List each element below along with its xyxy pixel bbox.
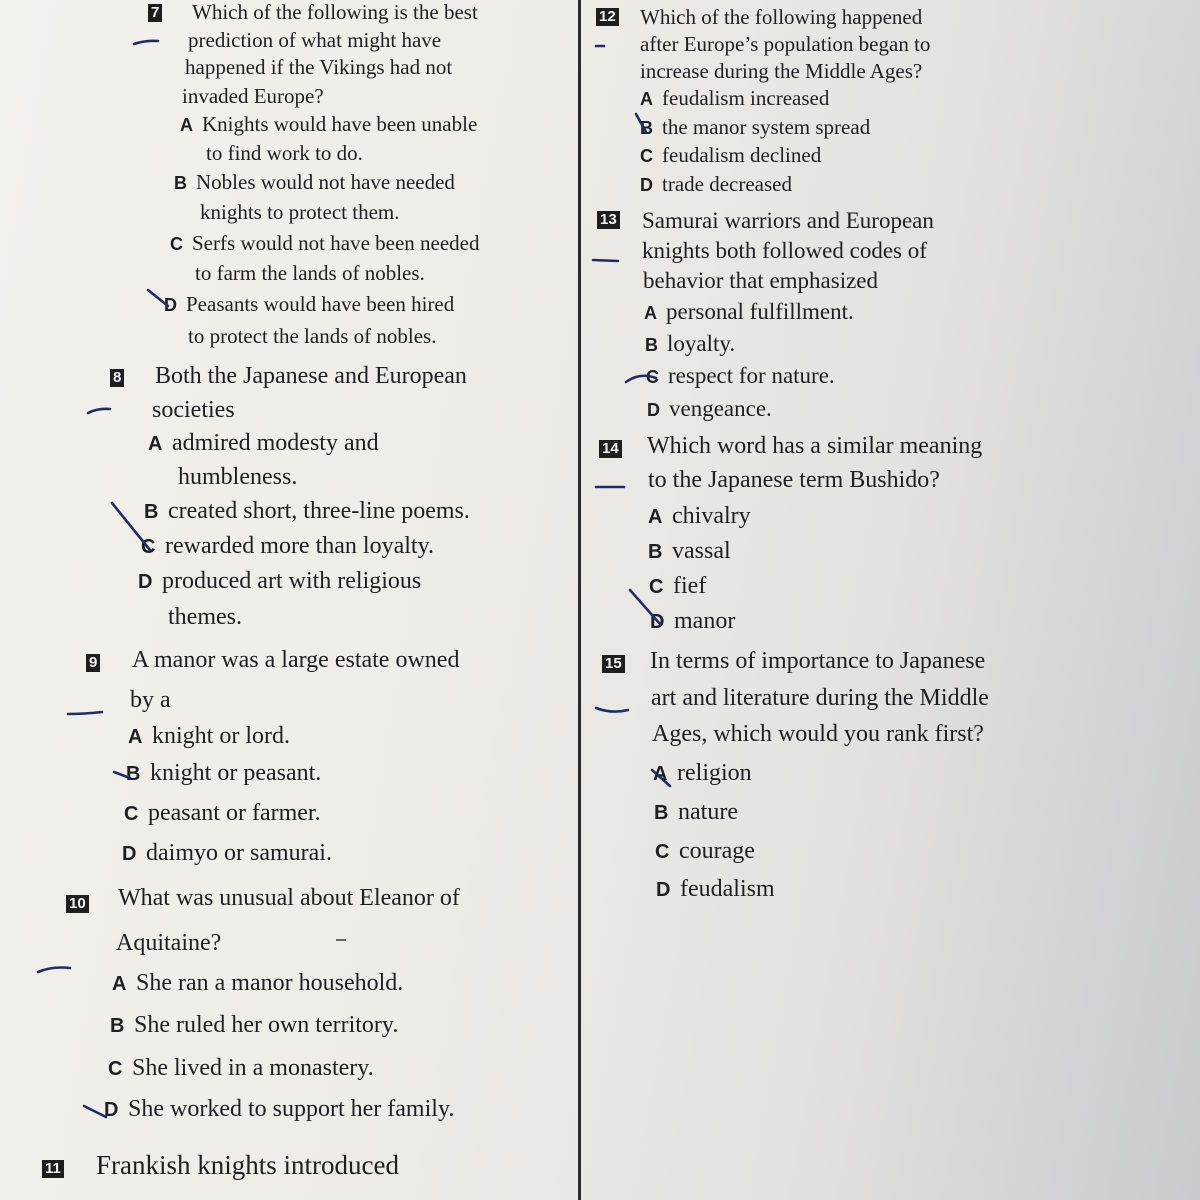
answer-dash-7 bbox=[134, 41, 158, 44]
question-number: 10 bbox=[66, 895, 89, 913]
option-a[interactable]: A religion bbox=[653, 760, 752, 786]
option-c[interactable]: C feudalism declined bbox=[640, 143, 822, 167]
question-stem: Aquitaine? bbox=[116, 930, 222, 956]
question-number: 7 bbox=[148, 4, 162, 22]
option-c[interactable]: C fief bbox=[649, 573, 707, 599]
option-d[interactable]: D daimyo or samurai. bbox=[122, 840, 332, 866]
option-b[interactable]: B vassal bbox=[648, 538, 731, 564]
question-stem: after Europe’s population began to bbox=[640, 32, 931, 56]
question-stem: Ages, which would you rank first? bbox=[652, 721, 984, 747]
option-c[interactable]: C She lived in a monastery. bbox=[108, 1055, 374, 1081]
option-d[interactable]: D trade decreased bbox=[640, 172, 792, 196]
option-d-continued: to protect the lands of nobles. bbox=[188, 324, 437, 348]
option-b[interactable]: B She ruled her own territory. bbox=[110, 1012, 399, 1038]
option-a[interactable]: A knight or lord. bbox=[128, 723, 290, 749]
question-number: 8 bbox=[110, 369, 124, 387]
option-b-continued: knights to protect them. bbox=[200, 200, 400, 224]
option-a[interactable]: A personal fulfillment. bbox=[644, 299, 854, 324]
question-number: 14 bbox=[599, 440, 622, 458]
option-c[interactable]: C respect for nature. bbox=[646, 363, 835, 388]
question-stem: art and literature during the Middle bbox=[651, 685, 989, 711]
column-divider bbox=[578, 0, 581, 1200]
question-stem: What was unusual about Eleanor of bbox=[118, 885, 460, 911]
answer-dash-15 bbox=[596, 708, 628, 712]
question-stem: Which of the following happened bbox=[640, 5, 923, 29]
question-number: 13 bbox=[597, 211, 620, 229]
question-stem: Which of the following is the best bbox=[192, 0, 478, 24]
answer-dash-9 bbox=[68, 712, 102, 714]
option-b[interactable]: B loyalty. bbox=[645, 331, 736, 356]
question-stem: by a bbox=[130, 687, 171, 713]
option-a[interactable]: A She ran a manor household. bbox=[112, 970, 404, 996]
option-a[interactable]: A Knights would have been unable bbox=[180, 112, 478, 136]
option-b[interactable]: B Nobles would not have needed bbox=[174, 170, 455, 194]
question-stem: to the Japanese term Bushido? bbox=[648, 467, 940, 493]
option-b[interactable]: B nature bbox=[654, 799, 738, 825]
question-stem: increase during the Middle Ages? bbox=[640, 59, 923, 83]
option-b[interactable]: B the manor system spread bbox=[640, 115, 871, 139]
question-number: 12 bbox=[596, 8, 619, 26]
question-stem: knights both followed codes of bbox=[642, 238, 927, 263]
question-stem: happened if the Vikings had not bbox=[185, 55, 453, 79]
option-c[interactable]: C rewarded more than loyalty. bbox=[141, 533, 435, 559]
question-number: 9 bbox=[86, 654, 100, 672]
question-stem: Which word has a similar meaning bbox=[647, 433, 983, 459]
answer-dash-13 bbox=[593, 260, 618, 261]
option-d[interactable]: D manor bbox=[650, 608, 736, 634]
question-stem: behavior that emphasized bbox=[643, 268, 879, 293]
option-b[interactable]: B created short, three-line poems. bbox=[144, 498, 470, 524]
option-d[interactable]: D She worked to support her family. bbox=[104, 1096, 455, 1122]
option-d-continued: themes. bbox=[168, 604, 242, 630]
question-number: 11 bbox=[42, 1160, 64, 1178]
option-d[interactable]: D produced art with religious bbox=[138, 568, 422, 594]
question-stem: invaded Europe? bbox=[182, 84, 324, 108]
question-stem: Both the Japanese and European bbox=[155, 363, 467, 389]
question-stem: societies bbox=[152, 397, 235, 423]
check-mark-10d bbox=[84, 1106, 106, 1117]
answer-dash-10 bbox=[38, 968, 70, 973]
question-stem: prediction of what might have bbox=[188, 28, 442, 52]
option-d[interactable]: D feudalism bbox=[656, 876, 775, 902]
option-a[interactable]: A feudalism increased bbox=[640, 86, 830, 110]
option-d[interactable]: D Peasants would have been hired bbox=[164, 292, 455, 316]
question-stem: Samurai warriors and European bbox=[642, 208, 934, 233]
option-c[interactable]: C Serfs would not have been needed bbox=[170, 231, 480, 255]
question-stem: Frankish knights introduced bbox=[96, 1150, 399, 1180]
option-b[interactable]: B knight or peasant. bbox=[126, 760, 322, 786]
question-stem: In terms of importance to Japanese bbox=[650, 648, 986, 674]
option-d[interactable]: D vengeance. bbox=[647, 396, 772, 421]
option-a[interactable]: A admired modesty and bbox=[148, 430, 379, 456]
question-stem: A manor was a large estate owned bbox=[132, 647, 460, 673]
option-a-continued: humbleness. bbox=[178, 464, 298, 490]
option-a[interactable]: A chivalry bbox=[648, 503, 751, 529]
answer-dash-8 bbox=[88, 409, 110, 413]
option-c[interactable]: C peasant or farmer. bbox=[124, 800, 321, 826]
option-a-continued: to find work to do. bbox=[206, 141, 363, 165]
option-c[interactable]: C courage bbox=[655, 838, 755, 864]
option-c-continued: to farm the lands of nobles. bbox=[195, 261, 425, 285]
question-number: 15 bbox=[602, 655, 625, 673]
